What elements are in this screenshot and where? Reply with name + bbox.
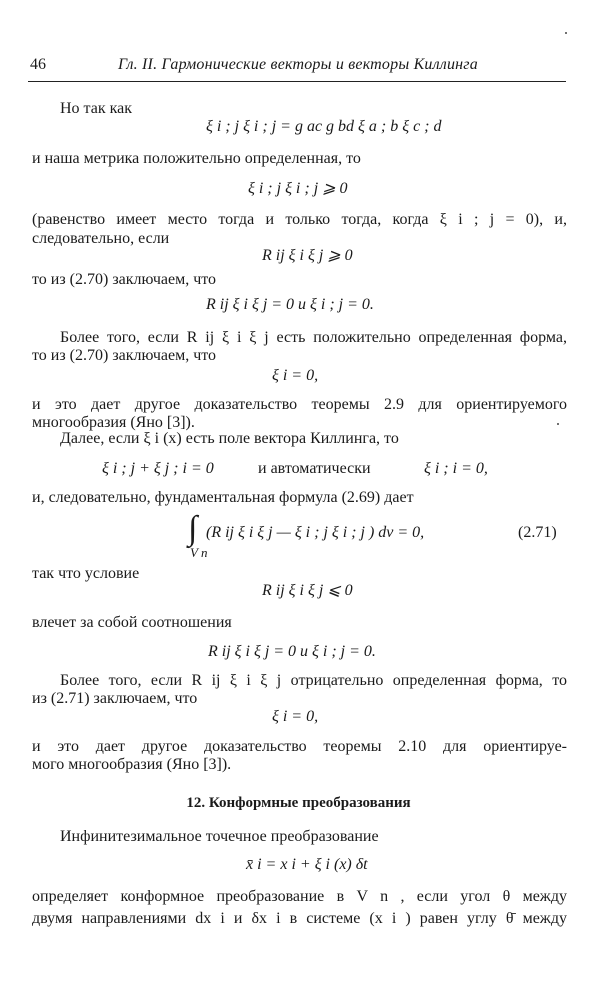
equation: x̄ i = x i + ξ i (x) δt (246, 856, 368, 873)
equation: R ij ξ i ξ j ⩾ 0 (262, 247, 353, 264)
equation: ξ i ; j + ξ j ; i = 0 (102, 460, 214, 477)
paragraph-line: двумя направлениями dx i и δx i в системе (x i ) равен углу θ̄ между (32, 910, 567, 927)
equation: ξ i = 0, (272, 367, 319, 384)
paragraph-line: и, следовательно, фундаментальная формула (2.69) дает (32, 489, 414, 506)
equation: ξ i = 0, (272, 708, 319, 725)
paragraph-line: многообразия (Яно [3]). (32, 414, 195, 431)
integral-sign: ∫ (188, 510, 198, 547)
equation-number: (2.71) (518, 524, 557, 541)
equation: ξ i ; i = 0, (424, 460, 488, 477)
paragraph-line: следовательно, если (32, 230, 170, 247)
paragraph-line: мого многообразия (Яно [3]). (32, 756, 232, 773)
paragraph-line: то из (2.70) заключаем, что (32, 347, 217, 364)
running-title: Гл. II. Гармонические векторы и векторы Киллинга (118, 56, 478, 73)
paragraph-line: (равенство имеет место тогда и только тогда, когда ξ i ; j = 0), и, (32, 211, 567, 228)
paragraph-line: из (2.71) заключаем, что (32, 690, 198, 707)
integral-domain: V n (190, 545, 208, 560)
header-rule (28, 81, 566, 82)
paragraph-line: определяет конформное преобразование в V n , если угол θ между (32, 888, 567, 905)
paragraph-line: Но так как (60, 100, 133, 117)
paragraph-line: Инфинитезимальное точечное преобразование (60, 828, 379, 845)
equation: R ij ξ i ξ j = 0 и ξ i ; j = 0. (208, 643, 376, 660)
equation-connector: и автоматически (258, 460, 371, 477)
equation: ξ i ; j ξ i ; j ⩾ 0 (248, 180, 348, 197)
paragraph-line: Более того, если R ij ξ i ξ j отрицательно определенная форма, то (60, 672, 567, 689)
paragraph-line: то из (2.70) заключаем, что (32, 271, 217, 288)
paragraph-line: так что условие (32, 565, 140, 582)
equation: R ij ξ i ξ j = 0 и ξ i ; j = 0. (206, 296, 374, 313)
page-number: 46 (30, 56, 46, 73)
paragraph-line: влечет за собой соотношения (32, 614, 232, 631)
print-speck (557, 423, 559, 425)
print-speck (565, 32, 567, 34)
paragraph-line: и это дает другое доказательство теоремы 2.9 для ориентируемого (32, 396, 567, 413)
paragraph-line: Далее, если ξ i (x) есть поле вектора Киллинга, то (60, 430, 399, 447)
section-heading: 12. Конформные преобразования (186, 795, 411, 811)
paragraph-line: и это дает другое доказательство теоремы 2.10 для ориентируе- (32, 738, 567, 755)
equation: ξ i ; j ξ i ; j = g ac g bd ξ a ; b ξ c ; d (206, 118, 442, 135)
equation: (R ij ξ i ξ j — ξ i ; j ξ i ; j ) dv = 0, (206, 524, 425, 541)
paragraph-line: и наша метрика положительно определенная, то (32, 150, 361, 167)
paragraph-line: Более того, если R ij ξ i ξ j есть положительно определенная форма, (60, 329, 567, 346)
equation: R ij ξ i ξ j ⩽ 0 (262, 582, 353, 599)
